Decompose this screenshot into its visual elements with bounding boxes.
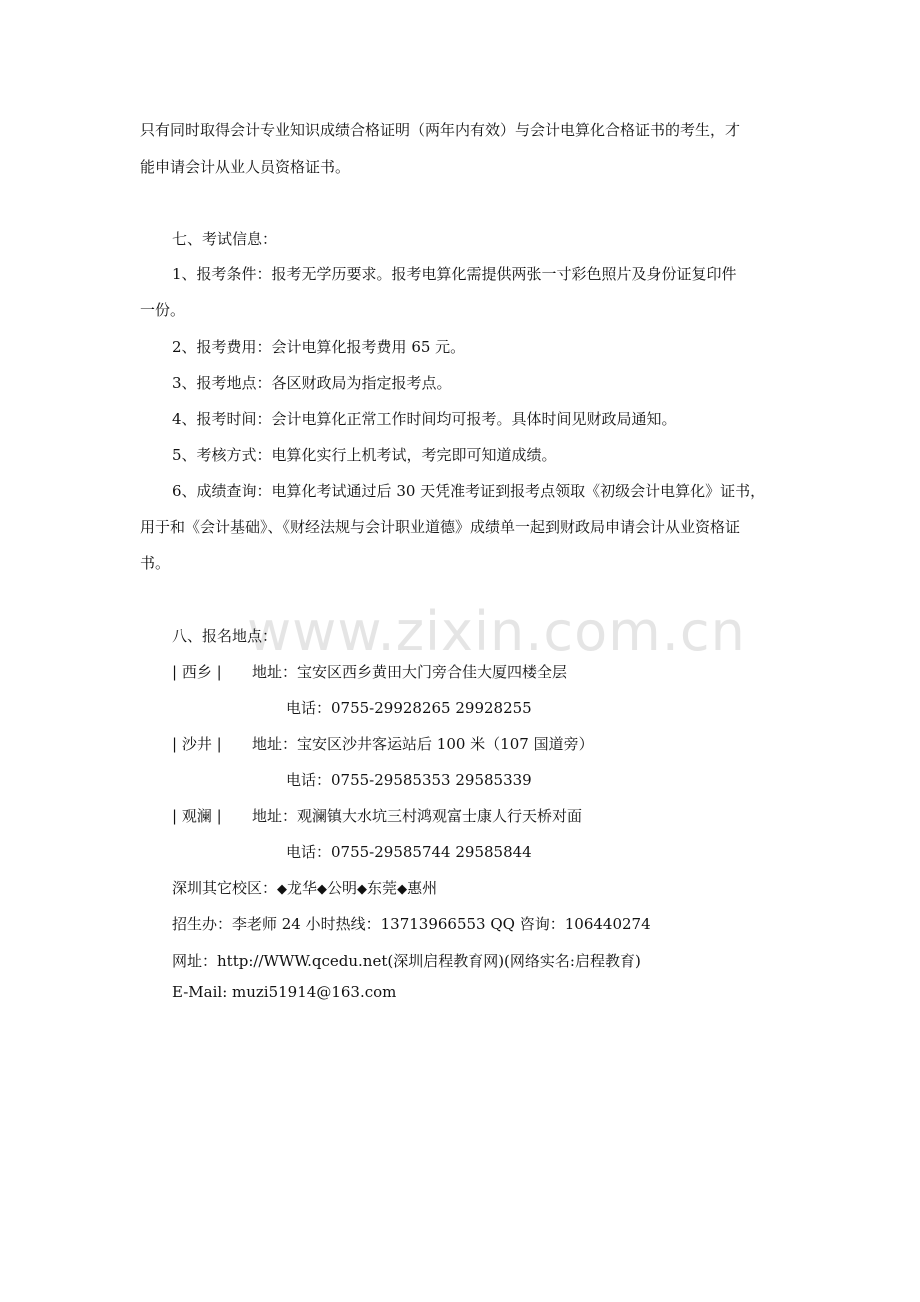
campus-address-guanlan: 地址：观澜镇大水坑三村鸿观富士康人行天桥对面 [252, 807, 583, 825]
campus-phone-xixiang: 电话：0755-29928265 29928255 [286, 699, 532, 717]
diamond-bullet-icon: ◆ [357, 882, 368, 897]
score-query-line-3: 书。 [140, 554, 171, 572]
campus-name-xixiang: | 西乡 | [172, 663, 222, 681]
diamond-bullet-icon: ◆ [317, 882, 328, 897]
campus-address-xixiang: 地址：宝安区西乡黄田大门旁合佳大厦四楼全层 [252, 663, 568, 681]
website-line: 网址：http://WWW.qcedu.net(深圳启程教育网)(网络实名:启程教育) [172, 952, 641, 970]
diamond-bullet-icon: ◆ [277, 882, 288, 897]
exam-method: 5、考核方式：电算化实行上机考试，考完即可知道成绩。 [172, 446, 557, 464]
exam-location: 3、报考地点：各区财政局为指定报考点。 [172, 374, 452, 392]
email-line: E-Mail: muzi51914@163.com [172, 983, 397, 1001]
section-7-heading: 七、考试信息： [172, 230, 278, 248]
score-query-line-1: 6、成绩查询：电算化考试通过后 30 天凭准考证到报考点领取《初级会计电算化》证书， [172, 482, 766, 500]
exam-time: 4、报考时间：会计电算化正常工作时间均可报考。具体时间见财政局通知。 [172, 410, 677, 428]
admissions-contact: 招生办：李老师 24 小时热线：13713966553 QQ 咨询：106440274 [172, 915, 651, 933]
campus-gongming: 公明 [327, 879, 358, 897]
campus-huizhou: 惠州 [407, 879, 438, 897]
campus-phone-guanlan: 电话：0755-29585744 29585844 [286, 843, 532, 861]
diamond-bullet-icon: ◆ [397, 882, 408, 897]
intro-line-1: 只有同时取得会计专业知识成绩合格证明（两年内有效）与会计电算化合格证书的考生，才 [140, 121, 741, 139]
campus-name-guanlan: | 观澜 | [172, 807, 222, 825]
campus-longhua: 龙华 [287, 879, 318, 897]
other-campuses [172, 878, 437, 900]
intro-line-2: 能申请会计从业人员资格证书。 [140, 158, 351, 176]
watermark: www.zixin.com.cn [247, 600, 746, 663]
exam-fee: 2、报考费用：会计电算化报考费用 65 元。 [172, 338, 466, 356]
score-query-line-2: 用于和《会计基础》、《财经法规与会计职业道德》成绩单一起到财政局申请会计从业资格证 [140, 518, 741, 536]
campus-phone-shajing: 电话：0755-29585353 29585339 [286, 771, 532, 789]
section-8-heading: 八、报名地点： [172, 627, 278, 645]
campus-address-shajing: 地址：宝安区沙井客运站后 100 米（107 国道旁） [252, 735, 594, 753]
other-campuses-label: 深圳其它校区： [172, 879, 278, 897]
campus-name-shajing: | 沙井 | [172, 735, 222, 753]
campus-dongguan: 东莞 [367, 879, 398, 897]
exam-conditions-line-2: 一份。 [140, 301, 186, 319]
exam-conditions-line-1: 1、报考条件：报考无学历要求。报考电算化需提供两张一寸彩色照片及身份证复印件 [172, 265, 737, 283]
